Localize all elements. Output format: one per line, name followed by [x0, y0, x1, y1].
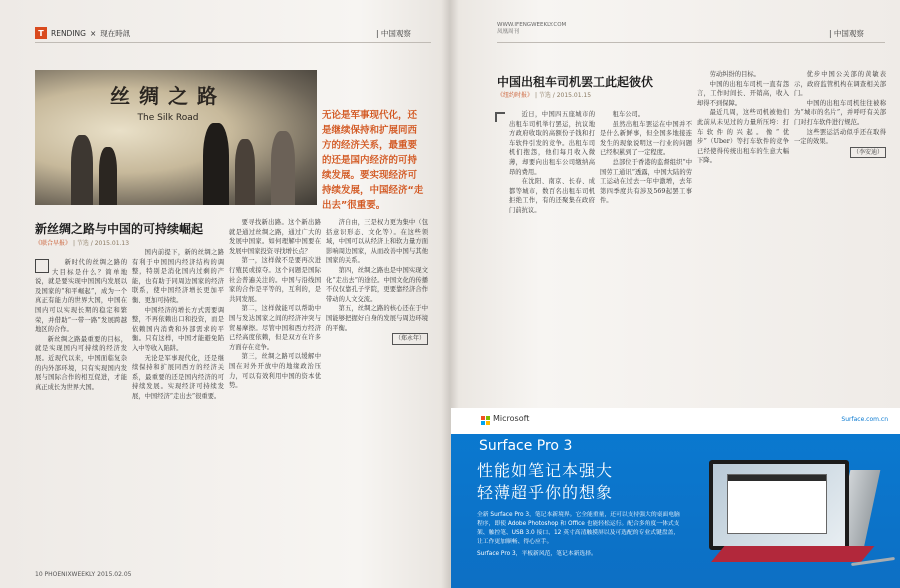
microsoft-wordmark: Microsoft — [493, 414, 530, 423]
article-title: 新丝绸之路与中国的可持续崛起 — [35, 222, 204, 236]
header-rule — [35, 42, 431, 43]
paragraph: 新时代的丝绸之路的大目标是什么？简单地说，就是要实现中国国内发展以及国家的“和平崛起”，成为一个真正有能力的世界大国，中国在国内可以实现长期的稳定和繁荣，并借助“一带一路”发展跨越地区的合作。 — [35, 259, 127, 334]
ad-url: Surface.com.cn — [841, 416, 888, 423]
microsoft-logo-icon — [481, 416, 490, 425]
header-rule — [497, 42, 885, 43]
paragraph: 劳动纠纷的目标。 — [709, 71, 760, 78]
article-title: 中国出租车司机罢工此起彼伏 — [497, 75, 654, 89]
byline-source: 《联合早报》 — [35, 240, 72, 247]
quote-mark — [495, 112, 505, 122]
person-figure — [203, 123, 229, 205]
person-figure — [99, 147, 117, 205]
section-badge: T — [35, 27, 47, 39]
paragraph: 国内前提下，新的丝绸之路有利于中国国内经济结构的调整，特别是消化国内过剩的产能，也有助于同周边国家的经济联系，使中国经济增长更加平衡、更加可持续。 — [132, 249, 224, 304]
column-tag: | 中国观察 — [376, 28, 411, 38]
paragraph: 最近几周，这些司机被他们此前从未见过的力量所压垮：打车软件的兴起。像“优步”（Uber）等打车软件的竞争已经使得传统出租车的生意大幅下降。 — [697, 109, 789, 165]
article-column-1 — [35, 258, 127, 568]
byline-date: | 节选 / 2015.01.15 — [534, 92, 592, 99]
byline-date: | 节选 / 2015.01.13 — [72, 240, 130, 247]
left-header-tag — [376, 26, 411, 40]
ad-headline-line-2: 轻薄超乎你的想象 — [477, 483, 614, 502]
dropcap-box — [35, 259, 49, 273]
article-column-1 — [509, 110, 595, 402]
site-url: WWW.IFENGWEEKLY.COM — [497, 22, 567, 28]
paragraph: 济自由，三是权力更为集中（包括意识形态、文化等）。在这些领域，中国可以从经济上和软力量方面影响周边国家，从而改善中国与其他国家的关系。 — [326, 219, 428, 265]
surface-ad — [451, 408, 900, 588]
sign-text-cn: 丝绸之路 — [110, 84, 226, 108]
section-separator: × — [89, 28, 97, 38]
paragraph: 这些罢运活动似乎还在取得一定的效果。 — [794, 128, 886, 146]
pull-quote: 无论是军事现代化，还是继续保持和扩展同西方的经济关系，最重要的还是国内经济的可持续发展。要实现经济可持续发展，中国经济“走出去”很重要。 — [322, 110, 424, 211]
article-column-2 — [132, 248, 224, 568]
paragraph: 中国经济的增长方式需要调整，不再依赖出口和投资，而是依赖国内消费和外部需求的平衡。只有这样，中国才能避免陷入中等收入陷阱。 — [132, 306, 224, 352]
device-screen — [709, 460, 849, 550]
paragraph: 中国的出租车司机往往被称为“城市的名片”，并呼吁有关部门对打车软件进行规范。 — [794, 99, 886, 126]
ad-body-text: 全新 Surface Pro 3，笔记本新境界。它全能重量，还可以支持强大的桌面电脑程序，即使 Adobe Photoshop 和 Office 也能轻松运行。配合多角度一体式支架、触控笔、USB 3.0 接口、12 英寸高清触摸屏以及可选配的专业式键盘盖，让工作更加顺畅、得心应手。 — [477, 512, 680, 545]
paragraph: 虽然出租车罢运在中国并不是什么新鲜事，但全国多地接连发生的现象说明这一行业的问题已经积累到了一定程度。 — [600, 120, 692, 157]
paragraph: 第三，丝绸之路可以缓解中国在对外开放中的地缘政治压力，可以有效利用中国的资本优势。 — [229, 353, 321, 390]
site-header — [497, 22, 566, 36]
paragraph: 中国的出租车司机一直有怨言，工作时间长、开销高，收入却得不到保障。 — [697, 80, 789, 107]
article-byline — [35, 238, 129, 247]
paragraph: 总部位于香港的监督组织“中国劳工通讯”透露，中国大陆的劳工运动在过去一年中激增，去年第四季度共有涉及569起罢工事件。 — [600, 158, 692, 205]
article-column-4 — [326, 218, 428, 568]
author-signature: （李安迪） — [850, 147, 886, 159]
person-figure — [271, 131, 295, 205]
page-folio: 10 PHOENIXWEEKLY 2015.02.05 — [35, 571, 132, 578]
paragraph: 新丝绸之路最重要的目标，就是实现国内可持续的经济发展。近现代以来，中国面临复杂的内外部环境，只有实现国内发展与国际合作的相互促进，才能真正成长为世界大国。 — [35, 335, 127, 391]
article-byline — [497, 90, 591, 99]
hero-photo — [35, 70, 317, 205]
left-page — [0, 0, 449, 588]
author-signature: （郑永年） — [392, 333, 428, 345]
section-label-cn: 现在時訊 — [100, 28, 131, 38]
byline-source: 《纽约时报》 — [497, 92, 534, 99]
paragraph: 无论是军事现代化，还是继续保持和扩展同西方的经济关系，最重要的还是国内经济的可持续发展。实现经济可持续发展，中国经济“走出去”很重要。 — [132, 354, 224, 400]
ad-headline — [477, 460, 613, 504]
silk-road-sign — [93, 80, 243, 123]
paragraph: 在沈阳、南京、长春、成都等城市，数百名出租车司机拒绝工作，有的还聚集在政府门前抗议。 — [509, 178, 595, 214]
column-tag: | 中国观察 — [829, 28, 864, 38]
paragraph: 第一，这样做不是要再次进行殖民或掠夺。这个问题是国际社会普遍关注的。中国与沿线国家的合作是平等的，互利的，是共同发展。 — [229, 257, 321, 303]
surface-device-image — [691, 450, 891, 568]
right-page — [451, 0, 900, 588]
person-figure — [71, 135, 93, 205]
paragraph: 要寻找新出路。这个新出路就是通过丝绸之路，通过广大的发展中国家。如何理解中国要在发展中国家投资寻找增长点？ — [229, 219, 321, 255]
paragraph: 第二，这样做能可以帮助中国与发达国家之间的经济冲突与贸易摩擦。尽管中国和西方经济已经高度依赖，但是双方在许多方面存在竞争。 — [229, 305, 321, 351]
paragraph: 第五，丝绸之路的核心还在于中国能够把握好自身的发展与周边环境的平衡。 — [326, 305, 428, 332]
person-figure — [235, 139, 255, 205]
ad-tagline: Surface Pro 3，平板新风范，笔记本新选择。 — [477, 551, 597, 557]
ad-headline-line-1: 性能如笔记本强大 — [477, 461, 614, 480]
section-label: RENDING — [51, 28, 86, 38]
type-cover-keyboard — [711, 546, 874, 562]
sign-text-en: The Silk Road — [137, 113, 199, 123]
left-header — [35, 26, 130, 40]
right-header-tag — [829, 26, 864, 40]
article-column-2 — [600, 110, 692, 402]
article-column-3 — [697, 70, 789, 402]
app-window — [727, 474, 827, 534]
paragraph: 近日，中国四五座城市的出租车司机举行罢运，抗议地方政府收取的高额份子钱和打车软件引发的竞争。出租车司机们抱怨，他们每月收入微薄，却要向出租车公司缴纳高昂的费用。 — [509, 111, 595, 176]
paragraph: 第四，丝绸之路也是中国实现文化“走出去”的途径。中国文化的传播不仅仅靠孔子学院，更要靠经济合作带动的人文交流。 — [326, 266, 428, 303]
paragraph: 租车公司。 — [612, 111, 645, 118]
article-column-3 — [229, 218, 321, 568]
ad-product-name: Surface Pro 3 — [479, 438, 573, 454]
site-name-cn: 凤凰周刊 — [497, 29, 520, 35]
article-column-4 — [794, 70, 886, 402]
paragraph: 优步中国公关部的黄敏表示，政府监管机构在调查相关部门。 — [794, 71, 886, 98]
